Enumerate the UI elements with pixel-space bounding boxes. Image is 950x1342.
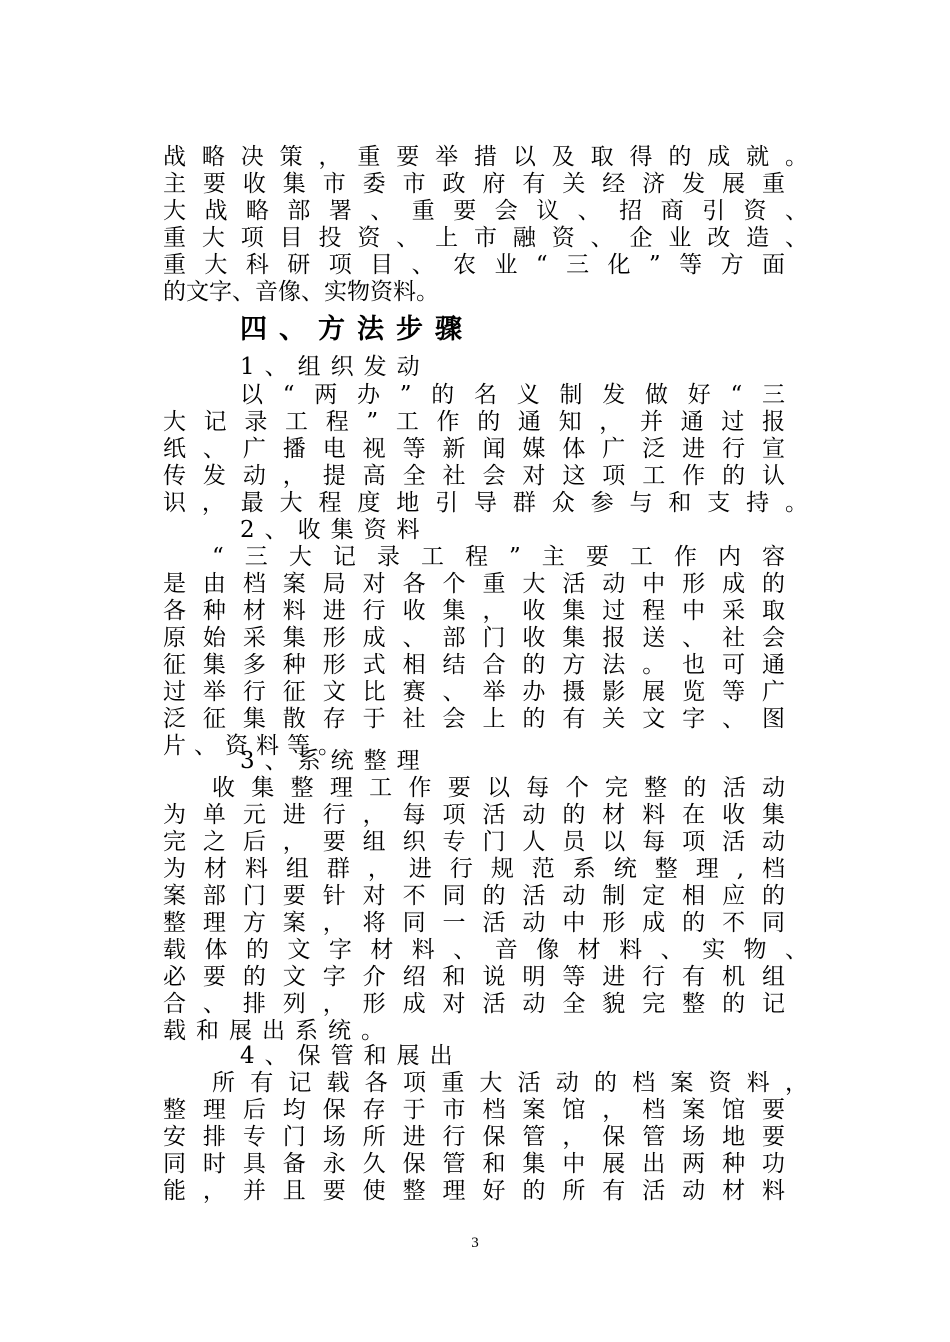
body-line: 泛征集散存于社会上的有关文字、图 bbox=[163, 706, 785, 732]
body-line: 过举行征文比赛、举办摄影展览等广 bbox=[163, 679, 785, 705]
body-line: 所有记载各项重大活动的档案资料， bbox=[212, 1070, 808, 1096]
body-line: 战略决策，重要举措以及取得的成就。 bbox=[163, 144, 808, 170]
body-line: 安排专门场所进行保管，保管场地要 bbox=[163, 1124, 785, 1150]
body-line: 重大项目投资、上市融资、企业改造、 bbox=[163, 225, 808, 251]
section-heading: 四、方法步骤 bbox=[240, 314, 474, 345]
page-number: 3 bbox=[471, 1235, 479, 1251]
body-line: 载和展出系统。 bbox=[163, 1018, 394, 1044]
body-line: 原始采集形成、部门收集报送、社会 bbox=[163, 625, 785, 651]
subsection-title: 4、保管和展出 bbox=[240, 1043, 463, 1069]
body-line: “三大记录工程”主要工作内容 bbox=[212, 544, 785, 570]
body-line: 载体的文字材料、音像材料、实物、 bbox=[163, 937, 808, 963]
body-line: 识，最大程度地引导群众参与和支持。 bbox=[163, 490, 808, 516]
body-line: 同时具备永久保管和集中展出两种功 bbox=[163, 1151, 785, 1177]
body-line: 必要的文字介绍和说明等进行有机组 bbox=[163, 964, 785, 990]
body-line: 整理方案，将同一活动中形成的不同 bbox=[163, 910, 785, 936]
body-line: 为单元进行，每项活动的材料在收集 bbox=[163, 802, 785, 828]
body-line: 是由档案局对各个重大活动中形成的 bbox=[163, 571, 785, 597]
body-line: 的文字、音像、实物资料。 bbox=[163, 279, 439, 305]
body-line: 征集多种形式相结合的方法。也可通 bbox=[163, 652, 785, 678]
body-line: 纸、广播电视等新闻媒体广泛进行宣 bbox=[163, 436, 785, 462]
body-line: 主要收集市委市政府有关经济发展重 bbox=[163, 171, 785, 197]
body-line: 大战略部署、重要会议、招商引资、 bbox=[163, 198, 808, 224]
subsection-title: 3、系统整理 bbox=[240, 748, 430, 774]
subsection-title: 1、组织发动 bbox=[240, 354, 430, 380]
body-line: 各种材料进行收集，收集过程中采取 bbox=[163, 598, 785, 624]
body-line: 完之后，要组织专门人员以每项活动 bbox=[163, 829, 785, 855]
body-line: 整理后均保存于市档案馆，档案馆要 bbox=[163, 1097, 785, 1123]
body-line: 收集整理工作要以每个完整的活动 bbox=[212, 775, 785, 801]
body-line: 案部门要针对不同的活动制定相应的 bbox=[163, 883, 785, 909]
body-line: 片、资料等。 bbox=[163, 733, 349, 759]
subsection-title: 2、收集资料 bbox=[240, 517, 430, 543]
body-line: 合、排列，形成对活动全貌完整的记 bbox=[163, 991, 785, 1017]
body-line: 大记录工程”工作的通知，并通过报 bbox=[163, 409, 785, 435]
body-line: 能，并且要使整理好的所有活动材料 bbox=[163, 1178, 785, 1204]
body-line: 为材料组群，进行规范系统整理,档 bbox=[163, 856, 785, 882]
body-line: 重大科研项目、农业“三化”等方面 bbox=[163, 252, 785, 278]
body-line: 传发动，提高全社会对这项工作的认 bbox=[163, 463, 785, 489]
body-line: 以“两办”的名义制发做好“三 bbox=[240, 382, 785, 408]
